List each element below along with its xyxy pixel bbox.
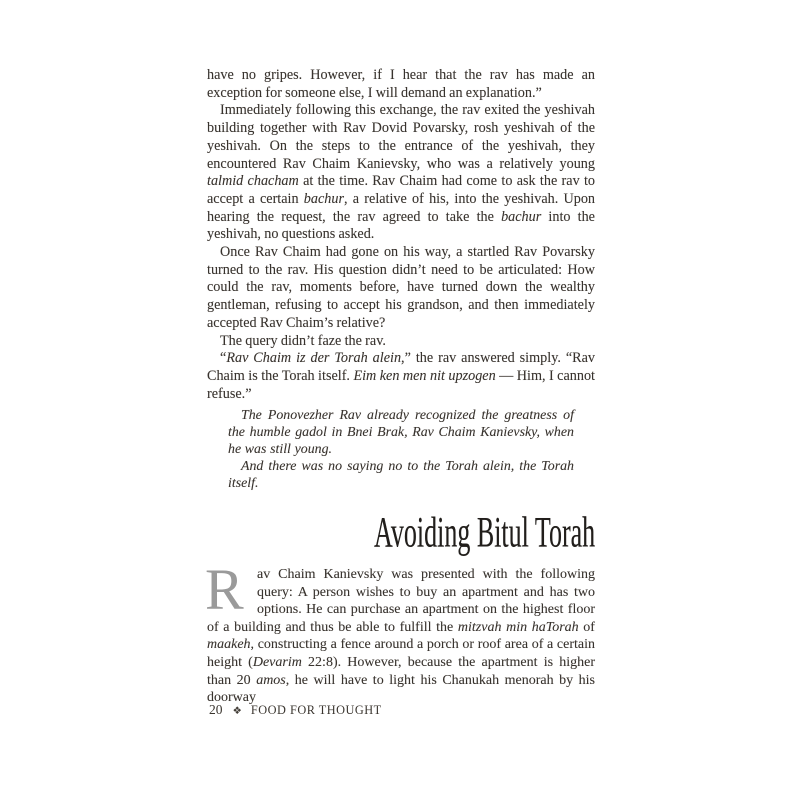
text-run: at the time. Rav Chaim had come to ask the rav to accept a certain bbox=[207, 173, 595, 207]
italic-text-run: mitzvah min haTorah bbox=[457, 619, 579, 635]
page-footer bbox=[209, 702, 382, 718]
chapter-opening-section bbox=[205, 557, 596, 707]
text-run: have no gripes. However, if I hear that the rav has made an exception for someone else, I will demand an explanation.” bbox=[207, 67, 595, 101]
text-run: “ bbox=[220, 350, 227, 367]
text-run: , constructing a fence around a porch or roof area of a certain height ( bbox=[207, 637, 595, 670]
text-run: , a relative of his, into the yeshivah. Upon hearing the request, the rav agreed to take the bbox=[207, 190, 596, 225]
body-paragraph bbox=[207, 67, 595, 102]
text-run: of bbox=[578, 619, 595, 635]
italic-text-run: bachur bbox=[501, 208, 542, 225]
body-paragraph bbox=[207, 102, 595, 244]
text-run: av Chaim Kanievsky was presented with the following query: A person wishes to buy an apartment and has two options. He can purchase an apartment on the highest floor of a building and thus be able to fulfill the bbox=[207, 567, 595, 635]
text-run: 22:8). However, because the apartment is higher than 20 bbox=[207, 654, 595, 688]
text-run: into the yeshivah, no questions asked. bbox=[207, 208, 595, 243]
body-paragraph bbox=[207, 244, 595, 333]
chapter-title: Avoiding Bitul Torah bbox=[373, 507, 595, 557]
text-run: The query didn’t faze the rav. bbox=[220, 332, 386, 349]
quote-paragraph bbox=[228, 459, 574, 493]
italic-text-run: amos bbox=[256, 672, 286, 688]
italic-text-run: Eim ken men nit upzogen bbox=[353, 367, 496, 384]
page-number: 20 bbox=[209, 702, 223, 717]
italic-text-run: maakeh bbox=[207, 637, 251, 653]
italic-text-run: talmid chacham bbox=[207, 173, 299, 190]
quote-paragraph bbox=[228, 408, 574, 458]
text-run: The Ponovezher Rav already recognized the greatness of the humble gadol in Bnei Brak, Rav Chaim Kanievsky, when he was still young. bbox=[228, 408, 574, 457]
italic-text-run: Rav Chaim iz der Torah alein bbox=[226, 350, 402, 367]
drop-cap-letter: R bbox=[205, 557, 244, 622]
italic-quote-block bbox=[228, 408, 574, 492]
body-paragraph bbox=[207, 350, 595, 403]
italic-text-run: Devarim bbox=[252, 654, 302, 670]
text-run: Immediately following this exchange, the rav exited the yeshivah building together with Rav Dovid Povarsky, rosh yeshivah of the yeshivah. On the steps to the entrance of the yeshivah, they encountered Rav Chaim Kanievsky, who was a relatively young bbox=[207, 102, 595, 172]
body-paragraphs bbox=[207, 67, 595, 403]
text-run: ,” the rav answered simply. “Rav Chaim is the Torah itself. bbox=[207, 350, 596, 384]
text-run: Once Rav Chaim had gone on his way, a startled Rav Povarsky turned to the rav. His question didn’t need to be articulated: How could the rav, moments before, have turned down the wealthy gentleman, refusing to accept his grandson, and then immediately accepted Rav Chaim’s relative? bbox=[207, 244, 595, 331]
text-run: And there was no saying no to the Torah alein, the Torah itself. bbox=[228, 458, 574, 491]
book-title: FOOD FOR THOUGHT bbox=[250, 702, 382, 717]
italic-text-run: bachur bbox=[303, 190, 344, 207]
body-paragraph bbox=[207, 333, 595, 351]
diamond-ornament-icon: ❖ bbox=[232, 704, 242, 717]
text-run: , he will have to light his Chanukah menorah by his doorway bbox=[207, 672, 596, 706]
text-run: — Him, I cannot refuse.” bbox=[207, 367, 595, 402]
body-text-column bbox=[207, 67, 595, 492]
chapter-heading bbox=[207, 507, 595, 557]
opening-paragraph bbox=[207, 566, 595, 707]
